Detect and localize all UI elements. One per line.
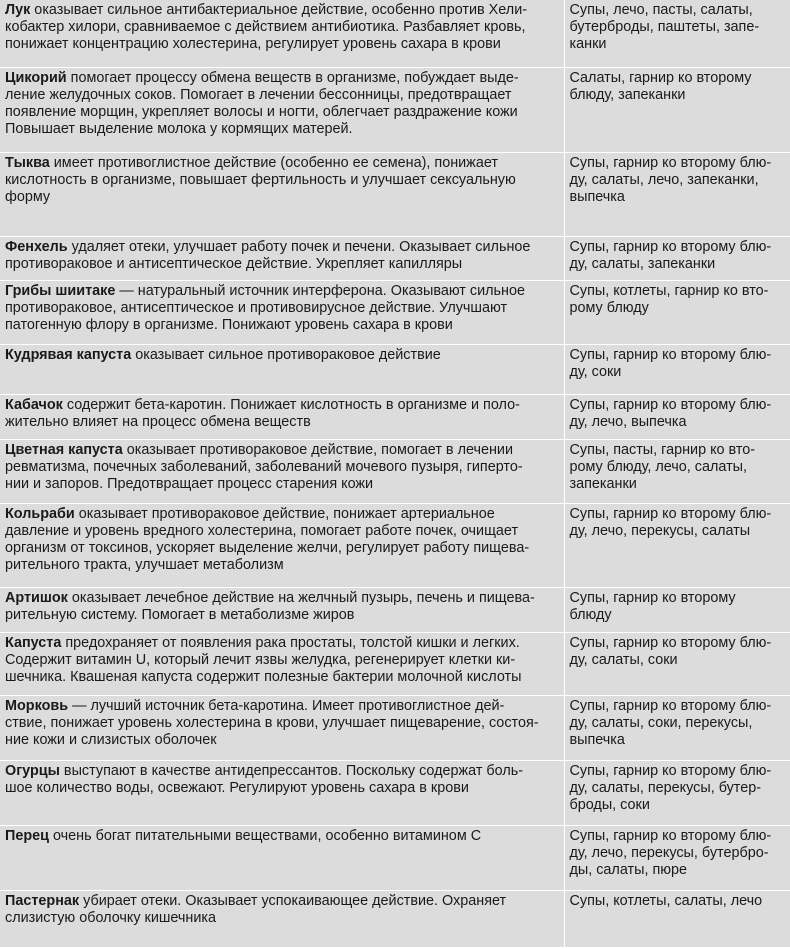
table-row <box>0 280 790 344</box>
description-text: организм от токсинов, ускоряет выделение желчи, регулирует работу пищева- <box>5 539 530 556</box>
table-row <box>0 890 790 947</box>
description-line <box>5 239 560 256</box>
table-row <box>0 760 790 825</box>
uses-line: запеканки <box>569 475 637 492</box>
uses-line: ду, салаты, перекусы, бутер- <box>569 779 762 796</box>
description-line <box>5 557 560 574</box>
description-text: ствие, понижает уровень холестерина в крови, улучшает пищеварение, состоя- <box>5 714 539 731</box>
vegetable-name: Артишок <box>5 589 68 606</box>
uses-line: ду, лечо, перекусы, бутербро- <box>569 844 769 861</box>
uses-line: Супы, лечо, пасты, салаты, <box>569 2 753 18</box>
description-text: убирает отеки. Оказывает успокаивающее действие. Охраняет <box>79 892 507 909</box>
uses-line: Супы, гарнир ко второму блю- <box>569 762 772 779</box>
uses-line: Супы, гарнир ко второму блю- <box>569 697 772 714</box>
description-line <box>5 172 560 189</box>
description-line <box>5 256 560 273</box>
description-cell <box>0 152 564 236</box>
table-row <box>0 236 790 280</box>
description-text: содержит бета-каротин. Понижает кислотность в организме и поло- <box>62 396 520 413</box>
uses-cell <box>564 439 790 503</box>
description-text: давление и уровень вредного холестерина, помогает работе почек, очищает <box>5 522 519 539</box>
description-line <box>5 910 560 927</box>
uses-line: Супы, гарнир ко второму блю- <box>569 154 772 171</box>
description-line <box>5 635 560 652</box>
uses-line: Супы, гарнир ко второму блю- <box>569 346 772 363</box>
description-cell <box>0 67 564 152</box>
description-line <box>5 442 560 459</box>
vegetable-name: Кольраби <box>5 505 75 522</box>
vegetable-name: Огурцы <box>5 762 60 779</box>
description-text: противораковое и антисептическое действие. Укрепляет капилляры <box>5 255 463 272</box>
uses-cell <box>564 503 790 587</box>
table-row <box>0 394 790 439</box>
description-line <box>5 698 560 715</box>
uses-line: канки <box>569 36 607 52</box>
vegetable-name: Грибы шиитаке <box>5 282 116 299</box>
uses-cell <box>564 236 790 280</box>
table-row <box>0 695 790 760</box>
table-row <box>0 503 790 587</box>
description-text: появление морщин, укрепляет волосы и ногти, облегчает раздражение кожи <box>5 103 518 120</box>
uses-line: Супы, гарнир ко второму блю- <box>569 634 772 651</box>
description-cell <box>0 825 564 890</box>
description-text: ние кожи и слизистых оболочек <box>5 731 217 748</box>
vegetable-name: Кабачок <box>5 396 63 413</box>
uses-line: ду, салаты, запеканки <box>569 255 716 272</box>
vegetable-name: Кудрявая капуста <box>5 346 132 363</box>
description-line <box>5 347 560 364</box>
uses-line: Супы, гарнир ко второму блю- <box>569 827 772 844</box>
uses-line: Супы, котлеты, салаты, лечо <box>569 892 763 909</box>
description-line <box>5 317 560 334</box>
vegetable-name: Тыква <box>5 154 50 171</box>
uses-line: бутерброды, паштеты, запе- <box>569 19 760 35</box>
uses-line: Супы, гарнир ко второму блю- <box>569 238 772 255</box>
table-row <box>0 439 790 503</box>
description-text: слизистую оболочку кишечника <box>5 909 217 926</box>
description-line <box>5 590 560 607</box>
description-line <box>5 300 560 317</box>
uses-cell <box>564 695 790 760</box>
description-line <box>5 763 560 780</box>
description-line <box>5 607 560 624</box>
vegetable-name: Пастернак <box>5 892 80 909</box>
uses-cell <box>564 760 790 825</box>
description-text: оказывает противораковое действие, помогает в лечении <box>122 441 514 458</box>
description-line <box>5 652 560 669</box>
uses-cell <box>564 825 790 890</box>
table-row <box>0 67 790 152</box>
description-text: выступают в качестве антидепрессантов. Поскольку содержат боль- <box>59 762 524 779</box>
uses-line: ду, салаты, лечо, запеканки, <box>569 171 759 188</box>
description-cell <box>0 760 564 825</box>
uses-cell <box>564 344 790 394</box>
vegetable-name: Лук <box>5 2 31 18</box>
description-text: ление желудочных соков. Помогает в лечении бессонницы, предотвращает <box>5 86 512 103</box>
description-text: помогает процессу обмена веществ в организме, побуждает выде- <box>66 69 519 86</box>
description-line <box>5 87 560 104</box>
description-text: — натуральный источник интерферона. Оказывают сильное <box>115 282 525 299</box>
description-line <box>5 893 560 910</box>
description-text: кислотность в организме, повышает фертильность и улучшает сексуальную <box>5 171 516 188</box>
table-row <box>0 152 790 236</box>
description-line <box>5 732 560 749</box>
description-text: удаляет отеки, улучшает работу почек и печени. Оказывает сильное <box>67 238 531 255</box>
description-text: рительную систему. Помогает в метаболизме жиров <box>5 606 355 623</box>
uses-line: Супы, котлеты, гарнир ко вто- <box>569 282 769 299</box>
description-line <box>5 397 560 414</box>
uses-line: выпечка <box>569 188 625 205</box>
description-cell <box>0 632 564 695</box>
table-row <box>0 587 790 632</box>
description-line <box>5 780 560 797</box>
description-line <box>5 506 560 523</box>
description-text: очень богат питательными веществами, особенно витамином С <box>49 827 482 844</box>
uses-line: Супы, гарнир ко второму <box>569 589 736 606</box>
description-cell <box>0 890 564 947</box>
description-text: рительного тракта, улучшает метаболизм <box>5 556 284 573</box>
description-text: патогенную флору в организме. Понижают уровень сахара в крови <box>5 316 453 333</box>
uses-line: Супы, гарнир ко второму блю- <box>569 396 772 413</box>
description-line <box>5 121 560 138</box>
uses-line: Супы, пасты, гарнир ко вто- <box>569 441 756 458</box>
uses-cell <box>564 280 790 344</box>
description-text: оказывает противораковое действие, понижает артериальное <box>74 505 495 522</box>
description-text: кобактер хилори, сравниваемое с действием антибиотика. Разбавляет кровь, <box>5 19 526 35</box>
description-line <box>5 283 560 300</box>
description-line <box>5 36 560 53</box>
uses-line: ды, салаты, пюре <box>569 861 688 878</box>
description-line <box>5 155 560 172</box>
uses-line: блюду, запеканки <box>569 86 686 103</box>
description-text: шое количество воды, освежают. Регулируют уровень сахара в крови <box>5 779 469 796</box>
description-line <box>5 70 560 87</box>
vegetable-name: Морковь <box>5 697 69 714</box>
description-text: ревматизма, почечных заболеваний, заболеваний мочевого пузыря, гиперто- <box>5 458 523 475</box>
description-text: жительно влияет на процесс обмена веществ <box>5 413 311 430</box>
description-text: понижает концентрацию холестерина, регулирует уровень сахара в крови <box>5 36 501 52</box>
uses-cell <box>564 587 790 632</box>
description-cell <box>0 0 564 67</box>
uses-line: ду, лечо, выпечка <box>569 413 687 430</box>
description-text: оказывает лечебное действие на желчный пузырь, печень и пищева- <box>67 589 535 606</box>
description-text: противораковое, антисептическое и противовирусное действие. Улучшают <box>5 299 508 316</box>
description-line <box>5 669 560 686</box>
description-text: имеет противоглистное действие (особенно ее семена), понижает <box>49 154 498 171</box>
description-text: — лучший источник бета-каротина. Имеет противоглистное дей- <box>68 697 505 714</box>
description-cell <box>0 280 564 344</box>
description-line <box>5 2 560 19</box>
description-text: форму <box>5 188 51 205</box>
description-text: оказывает сильное антибактериальное действие, особенно против Хели- <box>30 2 528 18</box>
description-cell <box>0 439 564 503</box>
vegetable-name: Перец <box>5 827 49 844</box>
uses-line: выпечка <box>569 731 625 748</box>
description-cell <box>0 503 564 587</box>
description-cell <box>0 695 564 760</box>
uses-cell <box>564 890 790 947</box>
description-cell <box>0 587 564 632</box>
uses-line: Салаты, гарнир ко второму <box>569 69 752 86</box>
description-text: нии и запоров. Предотвращает процесс старения кожи <box>5 475 374 492</box>
uses-line: ду, салаты, соки <box>569 651 678 668</box>
description-line <box>5 19 560 36</box>
uses-line: блюду <box>569 606 612 623</box>
description-line <box>5 189 560 206</box>
table-row <box>0 825 790 890</box>
uses-line: ду, салаты, соки, перекусы, <box>569 714 753 731</box>
description-line <box>5 715 560 732</box>
uses-cell <box>564 67 790 152</box>
uses-line: рому блюду, лечо, салаты, <box>569 458 748 475</box>
uses-cell <box>564 394 790 439</box>
description-text: оказывает сильное противораковое действие <box>131 346 441 363</box>
uses-cell <box>564 0 790 67</box>
description-line <box>5 104 560 121</box>
description-line <box>5 828 560 845</box>
description-cell <box>0 344 564 394</box>
description-line <box>5 459 560 476</box>
description-cell <box>0 394 564 439</box>
vegetable-name: Фенхель <box>5 238 68 255</box>
description-text: Повышает выделение молока у кормящих матерей. <box>5 120 353 137</box>
description-text: предохраняет от появления рака простаты, толстой кишки и легких. <box>61 634 520 651</box>
table-row <box>0 344 790 394</box>
description-text: Содержит витамин U, который лечит язвы желудка, регенерирует клетки ки- <box>5 651 516 668</box>
uses-cell <box>564 152 790 236</box>
vegetable-name: Капуста <box>5 634 62 651</box>
description-line <box>5 523 560 540</box>
description-cell <box>0 236 564 280</box>
uses-cell <box>564 632 790 695</box>
description-line <box>5 476 560 493</box>
description-text: шечника. Квашеная капуста содержит полезные бактерии молочной кислоты <box>5 668 522 685</box>
description-line <box>5 540 560 557</box>
vegetable-name: Цикорий <box>5 69 67 86</box>
uses-line: Супы, гарнир ко второму блю- <box>569 505 772 522</box>
uses-line: рому блюду <box>569 299 649 316</box>
vegetable-name: Цветная капуста <box>5 441 123 458</box>
table-row <box>0 0 790 67</box>
uses-line: ду, лечо, перекусы, салаты <box>569 522 751 539</box>
table-row <box>0 632 790 695</box>
uses-line: броды, соки <box>569 796 650 813</box>
uses-line: ду, соки <box>569 363 622 380</box>
description-line <box>5 414 560 431</box>
